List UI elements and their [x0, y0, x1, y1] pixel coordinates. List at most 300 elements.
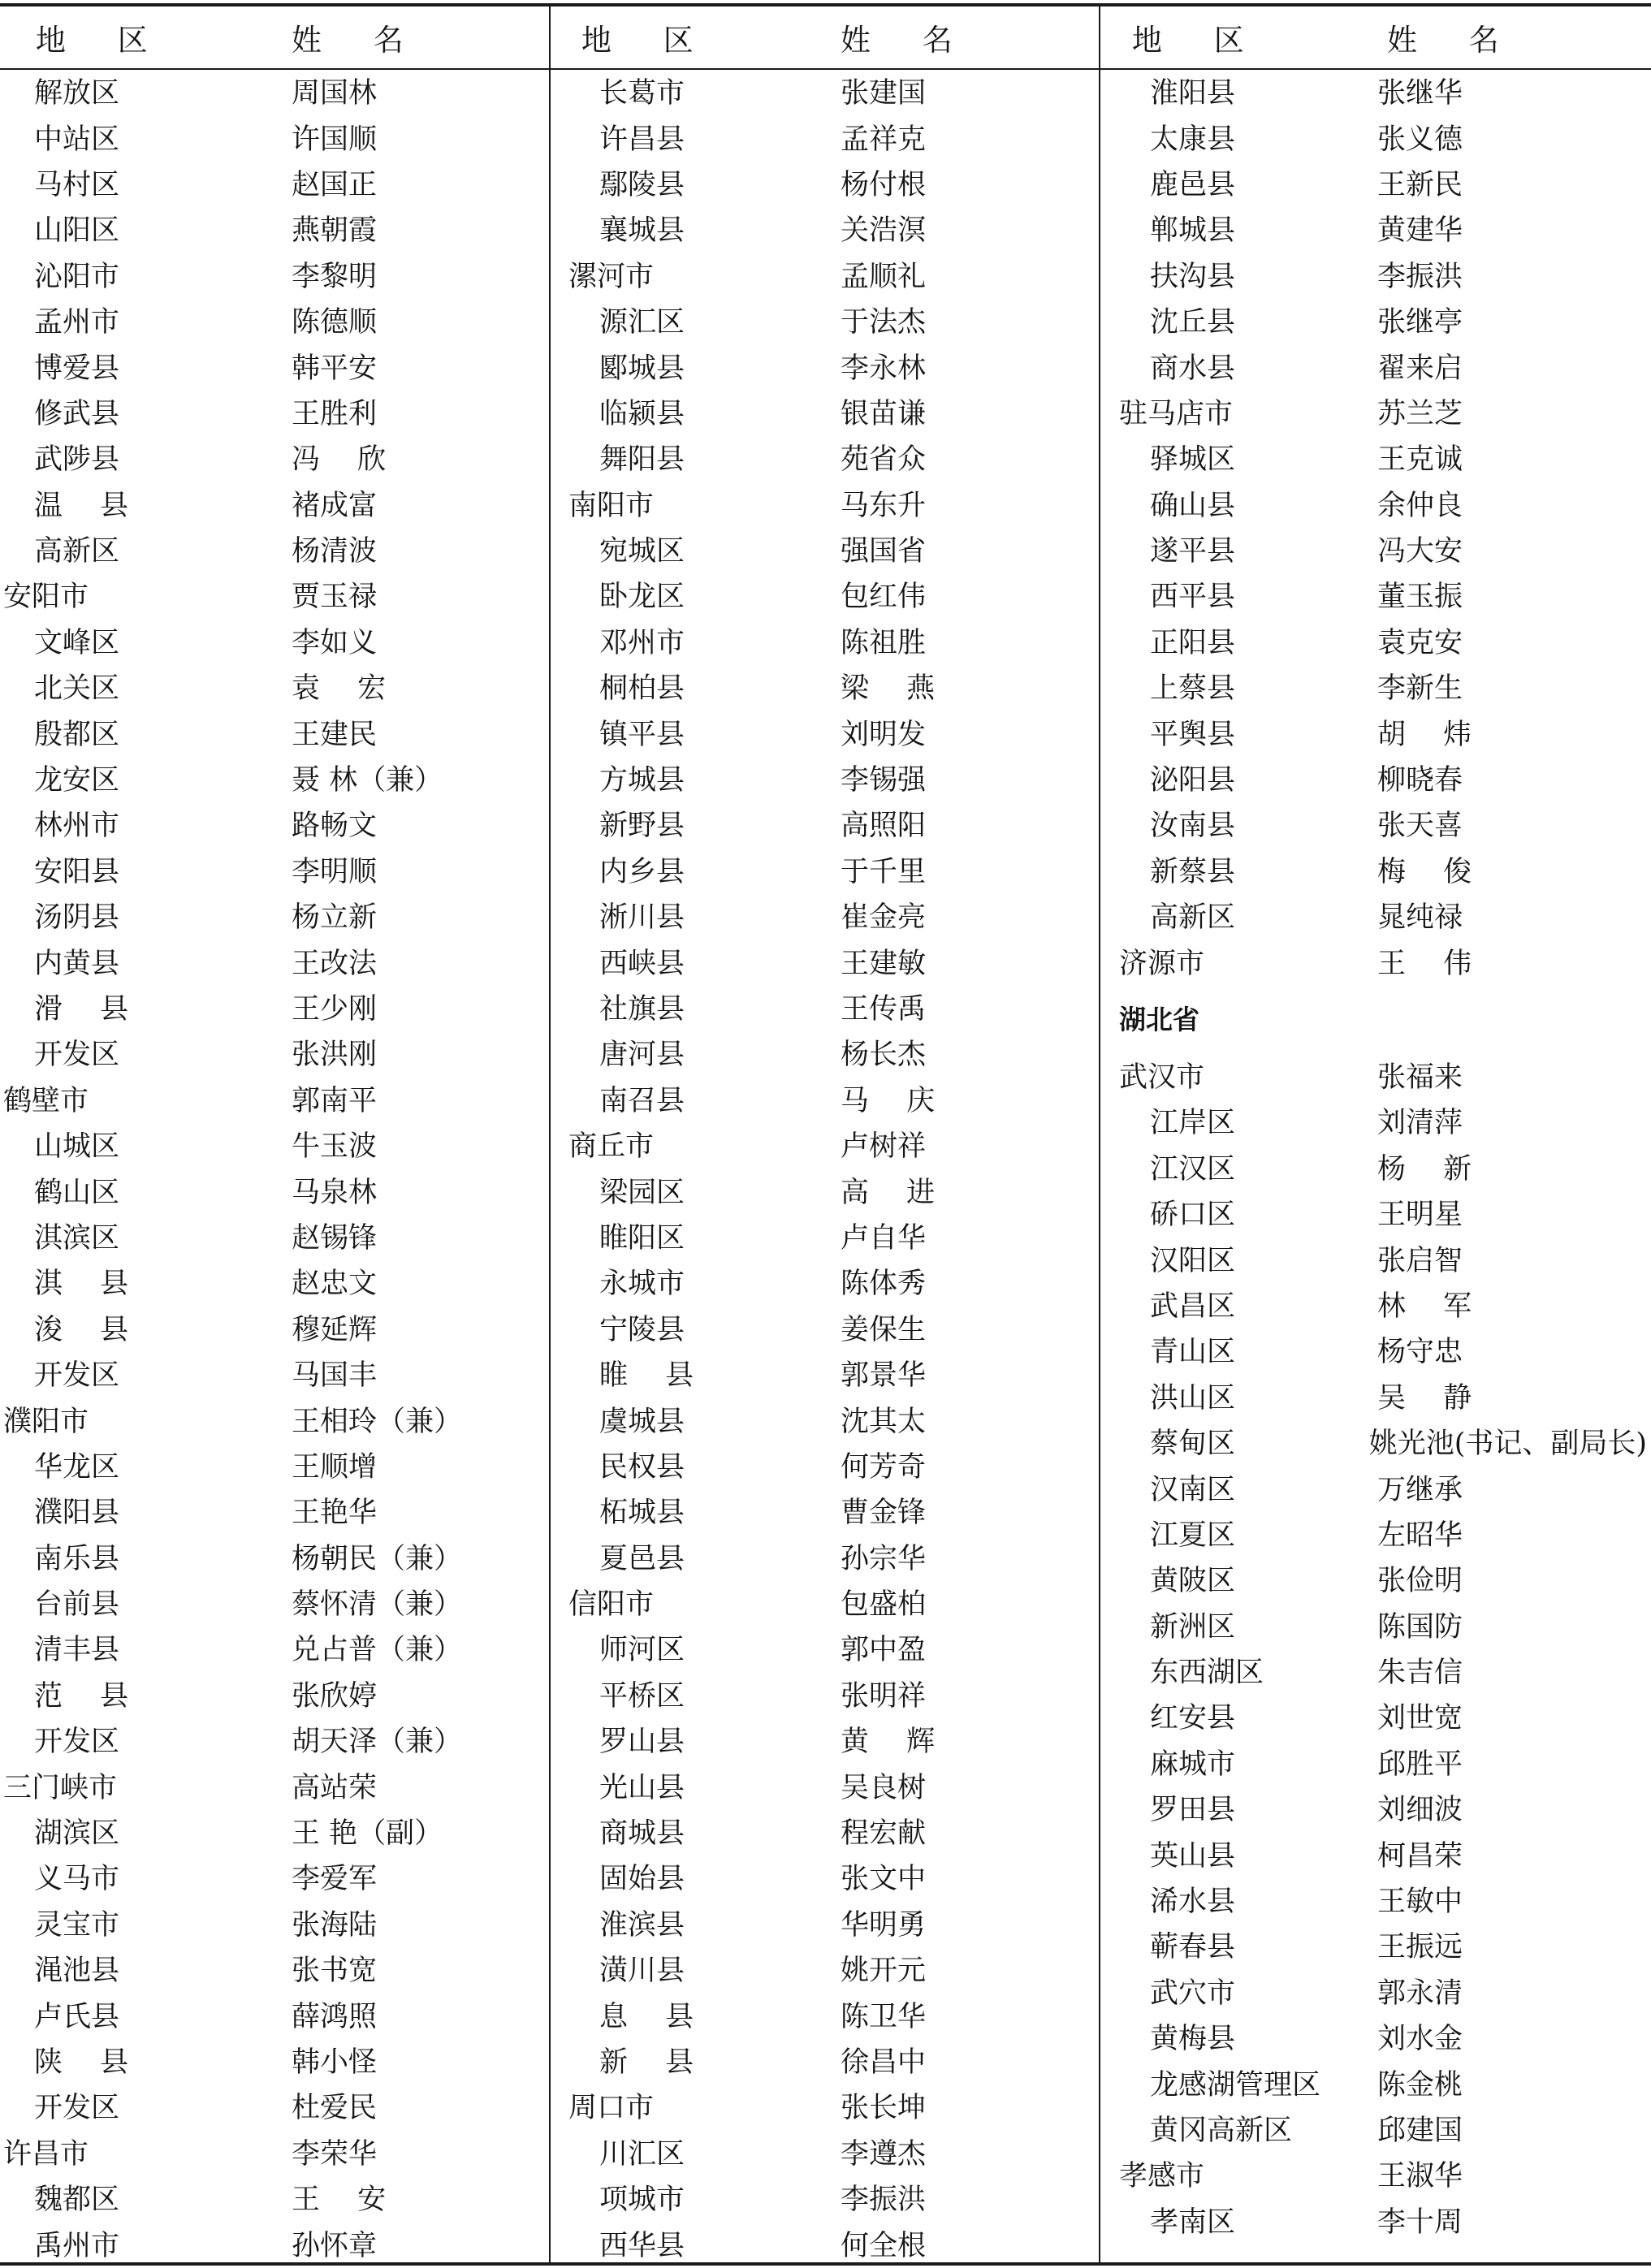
name-cell: 冯 欣 — [292, 443, 400, 477]
name-cell: 高照阳 — [841, 810, 927, 843]
name-cell: 华明勇 — [841, 1908, 927, 1942]
name-cell: 聂 林（兼） — [292, 764, 443, 797]
name-cell: 杨 新 — [1377, 1152, 1486, 1186]
roster-row — [3, 1213, 546, 1259]
region-cell: 西峡县 — [599, 947, 685, 980]
name-cell: 苏兰芝 — [1377, 397, 1463, 430]
roster-row — [568, 1305, 1096, 1350]
roster-row — [568, 663, 1096, 709]
name-cell: 马东升 — [841, 489, 927, 522]
region-cell: 武昌区 — [1150, 1290, 1236, 1323]
name-cell: 张明祥 — [841, 1679, 927, 1713]
region-cell: 三门峡市 — [3, 1771, 118, 1804]
roster-row — [568, 1808, 1096, 1854]
region-cell: 开发区 — [34, 1039, 120, 1072]
roster-row — [1119, 1419, 1647, 1464]
name-cell: 孟顺礼 — [841, 260, 927, 293]
name-cell: 周国林 — [292, 77, 378, 110]
name-cell: 张启智 — [1377, 1244, 1463, 1277]
region-cell: 武穴市 — [1150, 1976, 1236, 2010]
name-cell: 路畅文 — [292, 810, 378, 843]
region-cell: 安阳市 — [3, 581, 89, 614]
name-cell: 李明顺 — [292, 855, 378, 888]
roster-row — [3, 1305, 546, 1350]
region-cell: 郾城县 — [599, 352, 685, 385]
roster-row — [1119, 2151, 1647, 2197]
roster-row — [3, 526, 546, 572]
region-header: 地 区 — [36, 23, 169, 58]
name-cell: 张继亭 — [1377, 306, 1463, 339]
roster-row — [568, 984, 1096, 1030]
roster-row — [3, 1167, 546, 1212]
region-cell: 正阳县 — [1150, 626, 1236, 659]
name-cell: 万继承 — [1377, 1473, 1463, 1506]
region-cell: 潢川县 — [599, 1955, 685, 1988]
name-cell: 李黎明 — [292, 260, 378, 293]
column-divider — [549, 6, 551, 2264]
roster-row — [3, 1625, 546, 1670]
roster-row — [1119, 1464, 1647, 1510]
roster-rows — [3, 68, 546, 2266]
region-cell: 武汉市 — [1119, 1061, 1205, 1094]
roster-row — [568, 2037, 1096, 2083]
region-cell: 郸城县 — [1150, 214, 1236, 248]
roster-column — [568, 6, 1096, 2262]
roster-row — [1119, 1830, 1647, 1876]
region-cell: 东西湖区 — [1150, 1657, 1264, 1690]
column-header — [1119, 6, 1647, 68]
roster-row — [1119, 1327, 1647, 1372]
roster-row — [568, 1671, 1096, 1717]
roster-row — [1119, 1510, 1647, 1556]
region-cell: 项城市 — [599, 2184, 685, 2217]
region-cell: 方城县 — [599, 764, 685, 797]
roster-row — [1119, 1968, 1647, 2014]
name-cell: 牛玉波 — [292, 1130, 378, 1164]
name-cell: 黄建华 — [1377, 214, 1463, 248]
name-cell: 王克诚 — [1377, 443, 1463, 477]
roster-row — [568, 1350, 1096, 1396]
name-cell: 陈国防 — [1377, 1610, 1463, 1644]
roster-row — [3, 2083, 546, 2128]
region-cell: 舞阳县 — [599, 443, 685, 477]
roster-row — [3, 252, 546, 297]
name-cell: 孙怀章 — [292, 2229, 378, 2262]
roster-row — [1119, 2197, 1647, 2243]
region-cell: 新 县 — [599, 2046, 708, 2079]
roster-rows — [1119, 68, 1647, 2243]
name-cell: 强国省 — [841, 535, 927, 568]
name-cell: 燕朝霞 — [292, 214, 378, 248]
name-cell: 于千里 — [841, 855, 927, 888]
roster-row — [3, 2129, 546, 2175]
roster-row — [3, 434, 546, 480]
region-cell: 麻城市 — [1150, 1747, 1236, 1781]
roster-row — [3, 2220, 546, 2266]
roster-row — [1119, 663, 1647, 709]
name-cell: 王建民 — [292, 718, 378, 751]
roster-row — [3, 2037, 546, 2083]
name-cell: 郭景华 — [841, 1359, 927, 1393]
name-cell: 孟祥克 — [841, 123, 927, 156]
region-cell: 汤阴县 — [34, 901, 120, 935]
roster-row — [568, 892, 1096, 938]
roster-row — [568, 1076, 1096, 1121]
region-cell: 孝感市 — [1119, 2160, 1205, 2193]
region-cell: 浚 县 — [34, 1313, 143, 1346]
roster-row — [568, 801, 1096, 846]
region-cell: 安阳县 — [34, 855, 120, 888]
roster-row — [568, 205, 1096, 251]
roster-row — [1119, 297, 1647, 343]
roster-row — [568, 709, 1096, 754]
roster-row — [1119, 938, 1647, 983]
name-cell: 刘明发 — [841, 718, 927, 751]
name-cell: 于法杰 — [841, 306, 927, 339]
roster-row — [568, 1488, 1096, 1533]
region-cell: 山阳区 — [34, 214, 120, 248]
region-header: 地 区 — [1132, 23, 1265, 58]
name-cell: 朱吉信 — [1377, 1657, 1463, 1690]
region-cell: 汉南区 — [1150, 1473, 1236, 1506]
roster-row — [3, 1350, 546, 1396]
name-cell: 包红伟 — [841, 581, 927, 614]
name-cell: 李遵杰 — [841, 2137, 927, 2171]
region-cell: 南召县 — [599, 1084, 685, 1117]
region-cell: 唐河县 — [599, 1039, 685, 1072]
region-cell: 师河区 — [599, 1634, 685, 1667]
roster-row — [568, 618, 1096, 663]
region-cell: 商丘市 — [568, 1130, 655, 1164]
roster-row — [568, 1121, 1096, 1167]
roster-row — [1119, 1602, 1647, 1648]
name-cell: 王振远 — [1377, 1931, 1463, 1964]
region-cell: 驻马店市 — [1119, 397, 1234, 430]
region-cell: 梁园区 — [599, 1176, 685, 1209]
column-header — [568, 6, 1096, 68]
region-cell: 黄冈高新区 — [1150, 2114, 1293, 2147]
roster-row — [568, 1991, 1096, 2037]
region-cell: 确山县 — [1150, 489, 1236, 522]
name-cell: 王艳华 — [292, 1497, 378, 1530]
region-cell: 罗田县 — [1150, 1794, 1236, 1827]
roster-row — [1119, 572, 1647, 617]
roster-row — [568, 481, 1096, 526]
roster-row — [1119, 205, 1647, 251]
region-cell: 南乐县 — [34, 1542, 120, 1575]
region-cell: 遂平县 — [1150, 535, 1236, 568]
name-cell: 胡天泽（兼） — [292, 1726, 463, 1759]
name-cell: 高站荣 — [292, 1771, 378, 1804]
roster-row — [3, 1991, 546, 2037]
region-cell: 武陟县 — [34, 443, 120, 477]
region-cell: 光山县 — [599, 1771, 685, 1804]
name-header: 姓 名 — [1387, 23, 1520, 58]
region-cell: 南阳市 — [568, 489, 655, 522]
name-cell: 陈体秀 — [841, 1268, 927, 1301]
roster-row — [568, 114, 1096, 159]
name-cell: 张海陆 — [292, 1908, 378, 1942]
name-cell: 卢自华 — [841, 1221, 927, 1255]
roster-rows — [568, 68, 1096, 2266]
name-header: 姓 名 — [841, 23, 974, 58]
name-cell: 曹金锋 — [841, 1497, 927, 1530]
name-cell: 李振洪 — [841, 2184, 927, 2217]
name-cell: 王顺增 — [292, 1450, 378, 1484]
roster-row — [3, 297, 546, 343]
roster-row — [3, 1717, 546, 1762]
roster-row — [568, 1854, 1096, 1899]
name-cell: 王建敏 — [841, 947, 927, 980]
region-cell: 博爱县 — [34, 352, 120, 385]
roster-row — [1119, 618, 1647, 663]
region-cell: 内乡县 — [599, 855, 685, 888]
region-cell: 虞城县 — [599, 1405, 685, 1438]
region-cell: 鄢陵县 — [599, 168, 685, 201]
region-cell: 蕲春县 — [1150, 1931, 1236, 1964]
name-cell: 王少刚 — [292, 993, 378, 1026]
region-cell: 孟州市 — [34, 306, 120, 339]
region-cell: 开发区 — [34, 1726, 120, 1759]
name-cell: 何芳奇 — [841, 1450, 927, 1484]
province-heading: 湖北省 — [1119, 1004, 1199, 1036]
name-cell: 王胜利 — [292, 397, 378, 430]
region-cell: 周口市 — [568, 2092, 655, 2125]
name-cell: 崔金亮 — [841, 901, 927, 935]
region-cell: 林州市 — [34, 810, 120, 843]
region-cell: 范 县 — [34, 1679, 143, 1713]
name-cell: 何全根 — [841, 2229, 927, 2262]
region-cell: 清丰县 — [34, 1634, 120, 1667]
roster-row — [1119, 1648, 1647, 1693]
roster-row — [3, 755, 546, 801]
name-cell: 王新民 — [1377, 168, 1463, 201]
region-cell: 山城区 — [34, 1130, 120, 1164]
region-cell: 开发区 — [34, 1359, 120, 1393]
roster-row — [3, 1671, 546, 1717]
roster-row — [1119, 434, 1647, 480]
roster-row — [568, 434, 1096, 480]
region-cell: 北关区 — [34, 672, 120, 706]
roster-row — [1119, 114, 1647, 159]
region-cell: 信阳市 — [568, 1588, 655, 1622]
name-cell: 蔡怀清（兼） — [292, 1588, 463, 1622]
roster-row — [1119, 801, 1647, 846]
region-cell: 息 县 — [599, 2000, 708, 2033]
roster-row — [568, 1946, 1096, 1991]
roster-row — [568, 1213, 1096, 1259]
roster-column — [1119, 6, 1647, 2262]
name-cell: 李锡强 — [841, 764, 927, 797]
region-cell: 解放区 — [34, 77, 120, 110]
roster-row — [568, 1030, 1096, 1075]
region-cell: 源汇区 — [599, 306, 685, 339]
name-cell: 林 军 — [1377, 1290, 1486, 1323]
name-cell: 马 庆 — [841, 1084, 949, 1117]
name-cell: 董玉振 — [1377, 581, 1463, 614]
name-cell: 冯大安 — [1377, 535, 1463, 568]
region-cell: 淮阳县 — [1150, 77, 1236, 110]
region-cell: 魏都区 — [34, 2184, 120, 2217]
name-cell: 黄 辉 — [841, 1726, 949, 1759]
name-cell: 陈卫华 — [841, 2000, 927, 2033]
region-cell: 新野县 — [599, 810, 685, 843]
region-cell: 孝南区 — [1150, 2205, 1236, 2239]
region-cell: 龙安区 — [34, 764, 120, 797]
roster-row — [3, 618, 546, 663]
roster-row — [1119, 160, 1647, 205]
name-cell: 贾玉禄 — [292, 581, 378, 614]
roster-row — [3, 160, 546, 205]
roster-row — [1119, 68, 1647, 114]
region-cell: 桐柏县 — [599, 672, 685, 706]
name-cell: 杨朝民（兼） — [292, 1542, 463, 1575]
region-cell: 汉阳区 — [1150, 1244, 1236, 1277]
roster-row — [568, 2220, 1096, 2266]
region-cell: 罗山县 — [599, 1726, 685, 1759]
roster-row — [3, 205, 546, 251]
region-cell: 淅川县 — [599, 901, 685, 935]
roster-row — [1119, 389, 1647, 434]
roster-row — [1119, 1556, 1647, 1601]
region-cell: 宁陵县 — [599, 1313, 685, 1346]
name-cell: 杨守忠 — [1377, 1336, 1463, 1369]
roster-row — [568, 1579, 1096, 1625]
roster-row — [3, 847, 546, 892]
name-cell: 许国顺 — [292, 123, 378, 156]
roster-row — [3, 1121, 546, 1167]
roster-row — [568, 1762, 1096, 1808]
name-cell: 李永林 — [841, 352, 927, 385]
region-cell: 驿城区 — [1150, 443, 1236, 477]
roster-row — [3, 984, 546, 1030]
name-cell: 梁 燕 — [841, 672, 949, 706]
roster-row — [1119, 1785, 1647, 1830]
roster-row — [1119, 892, 1647, 938]
name-cell: 包盛柏 — [841, 1588, 927, 1622]
name-cell: 卢树祥 — [841, 1130, 927, 1164]
region-cell: 商水县 — [1150, 352, 1236, 385]
region-cell: 平舆县 — [1150, 718, 1236, 751]
name-cell: 姜保生 — [841, 1313, 927, 1346]
region-cell: 文峰区 — [34, 626, 120, 659]
region-cell: 民权县 — [599, 1450, 685, 1484]
roster-row — [568, 1625, 1096, 1670]
region-cell: 修武县 — [34, 397, 120, 430]
name-cell: 王 艳（副） — [292, 1817, 443, 1851]
region-cell: 泌阳县 — [1150, 764, 1236, 797]
roster-row — [3, 2175, 546, 2220]
region-cell: 许昌县 — [599, 123, 685, 156]
name-cell: 左昭华 — [1377, 1518, 1463, 1552]
roster-row — [3, 1259, 546, 1304]
name-cell: 银苗谦 — [841, 397, 927, 430]
region-cell: 睢 县 — [599, 1359, 708, 1393]
roster-row — [1119, 755, 1647, 801]
name-cell: 姚光池(书记、副局长) — [1368, 1428, 1647, 1461]
roster-row — [3, 1808, 546, 1854]
name-cell: 邱胜平 — [1377, 1747, 1463, 1781]
roster-row — [1119, 847, 1647, 892]
roster-row — [3, 114, 546, 159]
region-cell: 黄梅县 — [1150, 2023, 1236, 2056]
roster-row — [568, 1167, 1096, 1212]
roster-row — [3, 389, 546, 434]
name-cell: 柳晓春 — [1377, 764, 1463, 797]
roster-row — [568, 2083, 1096, 2128]
roster-row — [1119, 343, 1647, 388]
roster-row — [3, 1396, 546, 1441]
region-cell: 邓州市 — [599, 626, 685, 659]
region-cell: 漯河市 — [568, 260, 655, 293]
roster-row — [568, 68, 1096, 114]
roster-row — [3, 1762, 546, 1808]
roster-row — [3, 572, 546, 617]
region-cell: 硚口区 — [1150, 1199, 1236, 1232]
region-cell: 淮滨县 — [599, 1908, 685, 1942]
name-cell: 张书宽 — [292, 1955, 378, 1988]
region-cell: 上蔡县 — [1150, 672, 1236, 706]
name-cell: 关浩溟 — [841, 214, 927, 248]
region-cell: 台前县 — [34, 1588, 120, 1622]
region-cell: 卢氏县 — [34, 2000, 120, 2033]
roster-row — [3, 1854, 546, 1899]
roster-row — [3, 1946, 546, 1991]
region-cell: 华龙区 — [34, 1450, 120, 1484]
region-cell: 濮阳市 — [3, 1405, 89, 1438]
name-cell: 沈其太 — [841, 1405, 927, 1438]
name-cell: 李爱军 — [292, 1863, 378, 1896]
region-cell: 淇滨区 — [34, 1221, 120, 1255]
name-cell: 马泉林 — [292, 1176, 378, 1209]
name-cell: 邱建国 — [1377, 2114, 1463, 2147]
name-cell: 苑省众 — [841, 443, 927, 477]
name-cell: 杜爱民 — [292, 2092, 378, 2125]
roster-row — [3, 343, 546, 388]
name-cell: 赵锡锋 — [292, 1221, 378, 1255]
name-cell: 陈金桃 — [1377, 2068, 1463, 2102]
roster-row — [568, 572, 1096, 617]
region-cell: 永城市 — [599, 1268, 685, 1301]
region-cell: 西华县 — [599, 2229, 685, 2262]
name-cell: 翟来启 — [1377, 352, 1463, 385]
region-cell: 川汇区 — [599, 2137, 685, 2171]
region-cell: 汝南县 — [1150, 810, 1236, 843]
roster-row — [568, 252, 1096, 297]
roster-row — [568, 389, 1096, 434]
roster-row — [1119, 1235, 1647, 1281]
region-cell: 江岸区 — [1150, 1107, 1236, 1140]
region-cell: 固始县 — [599, 1863, 685, 1896]
name-cell: 张义德 — [1377, 123, 1463, 156]
name-cell: 张建国 — [841, 77, 927, 110]
region-cell: 殷都区 — [34, 718, 120, 751]
roster-row — [568, 160, 1096, 205]
region-cell: 沈丘县 — [1150, 306, 1236, 339]
region-cell: 马村区 — [34, 168, 120, 201]
region-cell: 社旗县 — [599, 993, 685, 1026]
roster-row — [1119, 252, 1647, 297]
region-cell: 沁阳市 — [34, 260, 120, 293]
roster-row — [568, 755, 1096, 801]
region-cell: 开发区 — [34, 2092, 120, 2125]
name-cell: 余仲良 — [1377, 489, 1463, 522]
name-cell: 褚成富 — [292, 489, 378, 522]
roster-row — [1119, 1922, 1647, 1968]
region-cell: 长葛市 — [599, 77, 685, 110]
roster-row — [1119, 1373, 1647, 1419]
region-cell: 红安县 — [1150, 1702, 1236, 1735]
